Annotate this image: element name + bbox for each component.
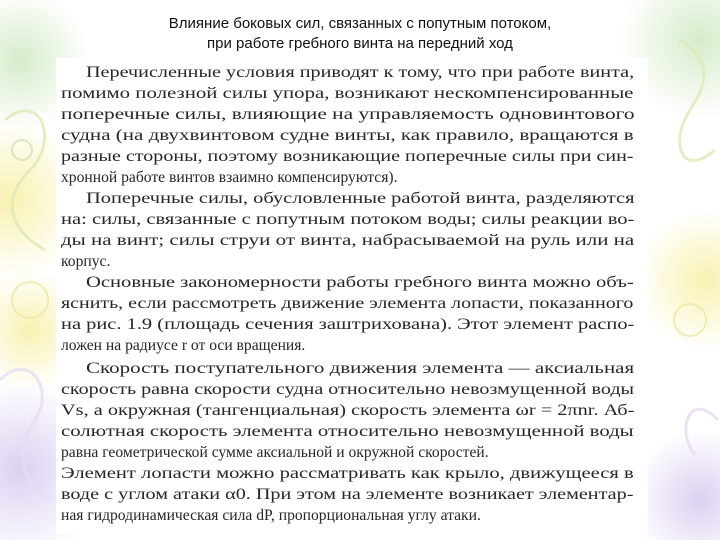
title-line-1: Влияние боковых сил, связанных с попутным потоком, [168,15,552,32]
scan-line: ды на винт; силы струи от винта, набрасываемой на руль или на [61,232,635,249]
scan-line: разные стороны, поэтому возникающие поперечные силы при син- [61,148,634,165]
scan-line: ложен на радиусе r от оси вращения. [61,337,306,354]
scan-line: Основные закономерности работы гребного винта можно объ- [86,274,634,291]
scan-line: хронной работе винтов взаимно компенсируются). [61,169,398,186]
scan-line: на рис. 1.9 (площадь сечения заштрихована). Этот элемент распо- [61,316,635,333]
scan-line: Поперечные силы, обусловленные работой винта, разделяются [86,190,635,207]
scan-line: яснить, если рассмотреть движение элемента лопасти, показанного [61,295,634,312]
scan-line: воде с углом атаки α0. При этом на элементе возникает элементар- [61,486,634,503]
title-line-2: при работе гребного винта на передний ход [207,35,513,52]
slide-title [0,14,720,54]
scan-line: солютная скорость элемента относительно невозмущенной воды [61,423,634,440]
scan-line: поперечные силы, влияющие на управляемость одновинтового [61,106,635,123]
scan-line: Элемент лопасти можно рассматривать как крыло, движущееся в [61,465,634,482]
scan-line: корпус. [61,253,111,270]
scan-line: ная гидродинамическая сила dP, пропорциональная углу атаки. [61,507,481,524]
scan-line: помимо полезной силы упора, возникают нескомпенсированные [61,85,634,102]
scan-line: на: силы, связанные с попутным потоком воды; силы реакции во- [61,211,635,228]
scan-line: судна (на двухвинтовом судне винты, как правило, вращаются в [61,127,634,144]
scan-line: Скорость поступательного движения элемента — аксиальная [86,360,635,377]
scan-line: скорость равна скорости судна относительно невозмущенной воды [61,381,635,398]
scan-line: Vs, а окружная (тангенциальная) скорость элемента ωr = 2πnr. Аб- [61,402,635,419]
scan-line: равна геометрической сумме аксиальной и окружной скоростей. [61,444,489,461]
scanned-text-page [56,58,648,534]
scan-line: Перечисленные условия приводят к тому, что при работе винта, [86,64,635,81]
